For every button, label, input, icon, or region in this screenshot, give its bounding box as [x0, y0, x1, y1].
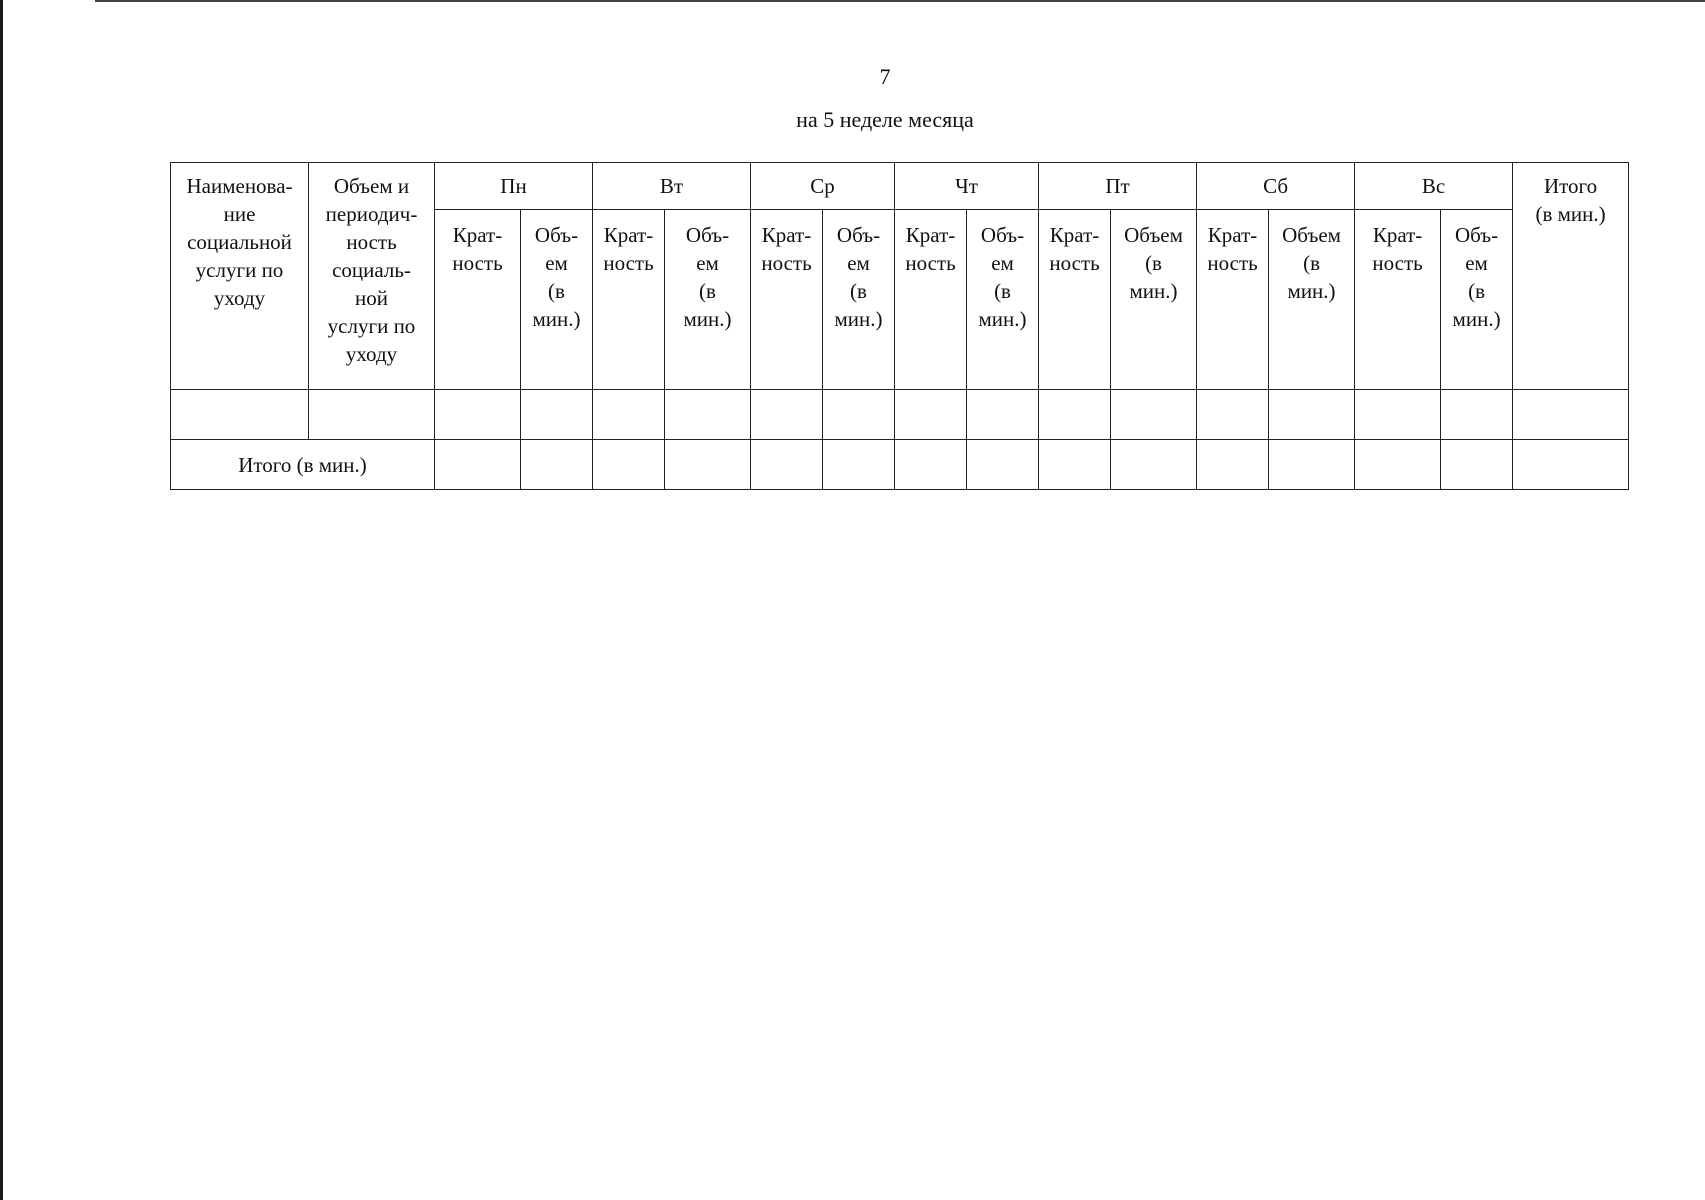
cell-mon-volume: [521, 390, 593, 440]
header-day-thu: Чт: [895, 163, 1039, 210]
scan-edge-top: [95, 0, 1705, 2]
total-thu-volume: [967, 440, 1039, 490]
cell-sun-frequency: [1355, 390, 1441, 440]
total-row: [171, 440, 1629, 490]
total-row-label: Итого (в мин.): [171, 440, 435, 490]
header-day-mon: Пн: [435, 163, 593, 210]
cell-fri-volume: [1111, 390, 1197, 440]
table-title: на 5 неделе месяца: [796, 107, 974, 132]
cell-thu-volume: [967, 390, 1039, 440]
header-sat-volume: Объем (в мин.): [1269, 210, 1355, 390]
total-fri-frequency: [1039, 440, 1111, 490]
cell-mon-frequency: [435, 390, 521, 440]
total-wed-frequency: [751, 440, 823, 490]
cell-sat-volume: [1269, 390, 1355, 440]
schedule-table: [170, 162, 1629, 490]
cell-service-name: [171, 390, 309, 440]
header-day-tue: Вт: [593, 163, 751, 210]
header-day-sat: Сб: [1197, 163, 1355, 210]
header-day-wed: Ср: [751, 163, 895, 210]
total-tue-volume: [665, 440, 751, 490]
header-service-name: Наименова- ние социальной услуги по уходу: [171, 163, 309, 390]
header-service-volume: Объем и периодич- ность социаль- ной услуги по уходу: [309, 163, 435, 390]
total-mon-volume: [521, 440, 593, 490]
cell-fri-frequency: [1039, 390, 1111, 440]
table-row: [171, 390, 1629, 440]
cell-thu-frequency: [895, 390, 967, 440]
header-sat-frequency: Крат- ность: [1197, 210, 1269, 390]
header-total: Итого (в мин.): [1513, 163, 1629, 390]
page-number: 7: [879, 64, 891, 89]
total-wed-volume: [823, 440, 895, 490]
header-mon-volume: Объ- ем (в мин.): [521, 210, 593, 390]
total-sun-volume: [1441, 440, 1513, 490]
header-tue-frequency: Крат- ность: [593, 210, 665, 390]
cell-wed-frequency: [751, 390, 823, 440]
header-sun-volume: Объ- ем (в мин.): [1441, 210, 1513, 390]
header-wed-frequency: Крат- ность: [751, 210, 823, 390]
cell-sat-frequency: [1197, 390, 1269, 440]
cell-row-total: [1513, 390, 1629, 440]
header-mon-frequency: Крат- ность: [435, 210, 521, 390]
total-sat-volume: [1269, 440, 1355, 490]
header-thu-frequency: Крат- ность: [895, 210, 967, 390]
header-day-fri: Пт: [1039, 163, 1197, 210]
header-sun-frequency: Крат- ность: [1355, 210, 1441, 390]
cell-service-volume: [309, 390, 435, 440]
total-tue-frequency: [593, 440, 665, 490]
total-mon-frequency: [435, 440, 521, 490]
header-fri-frequency: Крат- ность: [1039, 210, 1111, 390]
header-thu-volume: Объ- ем (в мин.): [967, 210, 1039, 390]
header-day-sun: Вс: [1355, 163, 1513, 210]
total-sat-frequency: [1197, 440, 1269, 490]
total-thu-frequency: [895, 440, 967, 490]
cell-tue-frequency: [593, 390, 665, 440]
scan-edge-left: [0, 0, 3, 1200]
header-tue-volume: Объ- ем (в мин.): [665, 210, 751, 390]
total-grand-total: [1513, 440, 1629, 490]
header-wed-volume: Объ- ем (в мин.): [823, 210, 895, 390]
header-fri-volume: Объем (в мин.): [1111, 210, 1197, 390]
cell-sun-volume: [1441, 390, 1513, 440]
total-fri-volume: [1111, 440, 1197, 490]
cell-tue-volume: [665, 390, 751, 440]
header-row-days: [171, 163, 1629, 210]
cell-wed-volume: [823, 390, 895, 440]
total-sun-frequency: [1355, 440, 1441, 490]
